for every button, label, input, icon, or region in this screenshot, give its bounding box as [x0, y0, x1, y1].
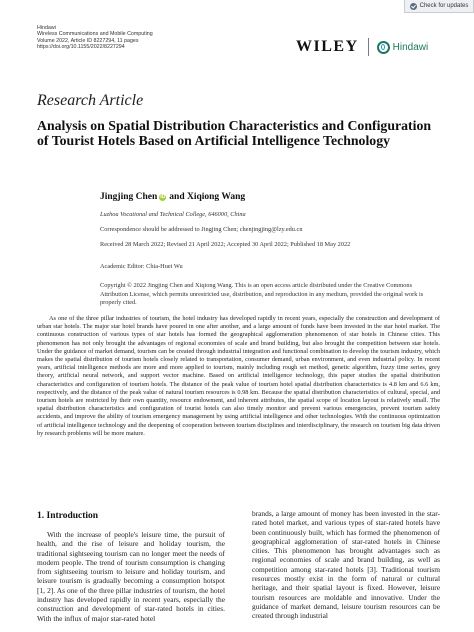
journal-publisher: Hindawi — [37, 25, 56, 31]
check-icon — [410, 3, 417, 10]
orcid-icon[interactable]: iD — [160, 193, 166, 200]
abstract: As one of the three pillar industries of tourism, the hotel industry has developed rapidly in recent years, especially the construction and development of urban star hotels. The major star hotel brands have poured in one after another, and a large amount of funds have been invested in the star hotel market. The continuous construction of various types of star hotels has formed the geographical agglomeration phenomenon of star hotels in Chinese cities. This phenomenon has not only brought the advantages of regional economies of scale and brand building, but also brought the competition between star hotels. Under the guidance of market demand, tourism can be created through industrial integration and functional combination to develop the tourism industry, which makes the spatial distribution of tourism hotels closely related to transportation, consumer demand, urban environment, and even industrial policy. In recent years, artificial intelligence methods are more and more applied to tourism, mainly including rough set method, genetic algorithm, fuzzy time series, grey theory, artificial neural network, and support vector machine. Based on artificial intelligence technology, this paper studies the spatial distribution characteristics and configuration of tourism hotels. The distance of the peak value of tourism hotel spatial distribution characteristics is 4.8 km and 6.6 km, respectively, and the distance of the peak value of natural tourism resources is 0.98 km. Because the spatial distribution characteristics of cultural, special, and tourism hotels are restricted by their own quantity, resource endowment, and inherent attributes, the spatial scope of location layout is relatively small. The spatial distribution characteristics and configuration of tourist hotels can also timely monitor and prevent various emergencies, prevent tourism safety accidents, and improve the ability of tourism emergency management by using artificial intelligence and other technologies. With the continuous optimization of artificial intelligence technology and the deepening of cooperation between tourism disciplines and interdisciplinary, the research on tourism big data driven by research problems will be more mature. — [37, 315, 440, 437]
journal-info — [37, 25, 153, 51]
wiley-logo: WILEY — [296, 38, 359, 55]
journal-doi[interactable]: https://doi.org/10.1155/2022/8227294 — [37, 44, 125, 51]
hindawi-icon — [377, 41, 390, 54]
copyright-notice: Copyright © 2022 Jingjing Chen and Xiqiong Wang. This is an open access article distributed under the Creative Commons Attribution License, which permits unrestricted use, distribution, and reproduction in any medium, provided the original work is properly cited. — [100, 282, 424, 306]
publisher-logos — [296, 38, 428, 56]
author-first[interactable]: Jingjing Chen — [100, 192, 158, 202]
intro-column-right: brands, a large amount of money has been invested in the star-rated hotel market, and various types of star-rated hotels have been continuously built, which has formed the phenomenon of geographical agglomeration of star-rated hotels in Chinese cities. This phenomenon has brought advantages such as regional economies of scale and brand building, as well as competition among star-rated hotels [3]. Traditional tourism resources mostly exist in the form of natural or cultural heritage, and their spatial layout is fixed. However, leisure tourism resources are moldable and innovative. Under the guidance of market demand, leisure tourism resources can be created through industrial — [252, 509, 440, 621]
badge-label: Check for updates — [419, 3, 469, 9]
academic-editor: Academic Editor: Chia-Huei Wu — [100, 263, 183, 270]
journal-volume: Volume 2022, Article ID 8227294, 11 pages — [37, 37, 139, 44]
author-rest[interactable]: and Xiqiong Wang — [169, 192, 246, 202]
publication-dates: Received 28 March 2022; Revised 21 April 2022; Accepted 30 April 2022; Published 18 May 2022 — [100, 241, 351, 248]
check-for-updates-badge[interactable] — [404, 0, 474, 13]
journal-name: Wireless Communications and Mobile Computing — [37, 31, 153, 38]
affiliation: Luzhou Vocational and Technical College, 646000, China — [100, 211, 246, 218]
article-type: Research Article — [37, 92, 144, 109]
section-heading-introduction: 1. Introduction — [37, 511, 99, 521]
author-list — [100, 192, 245, 202]
paper-title: Analysis on Spatial Distribution Characteristics and Configuration of Tourist Hotels Based on Artificial Intelligence Technology — [37, 118, 432, 149]
logo-divider — [368, 38, 369, 56]
intro-column-left: With the increase of people's leisure time, the pursuit of health, and the rise of leisure and holiday tourism, the traditional sightseeing tourism can no longer meet the needs of modern people. The trend of tourism consumption is changing from sightseeing tourism to leisure and holiday tourism, and leisure tourism is gradually becoming a consumption hotspot [1, 2]. As one of the three pillar industries of tourism, the hotel industry has developed rapidly in recent years, especially the construction and development of star-rated hotels in cities. With the influx of major star-rated hotel — [37, 530, 225, 623]
correspondence: Correspondence should be addressed to Jingjing Chen; chenjingjing@lzy.edu.cn — [100, 226, 303, 233]
hindawi-logo-text: Hindawi — [392, 41, 429, 53]
